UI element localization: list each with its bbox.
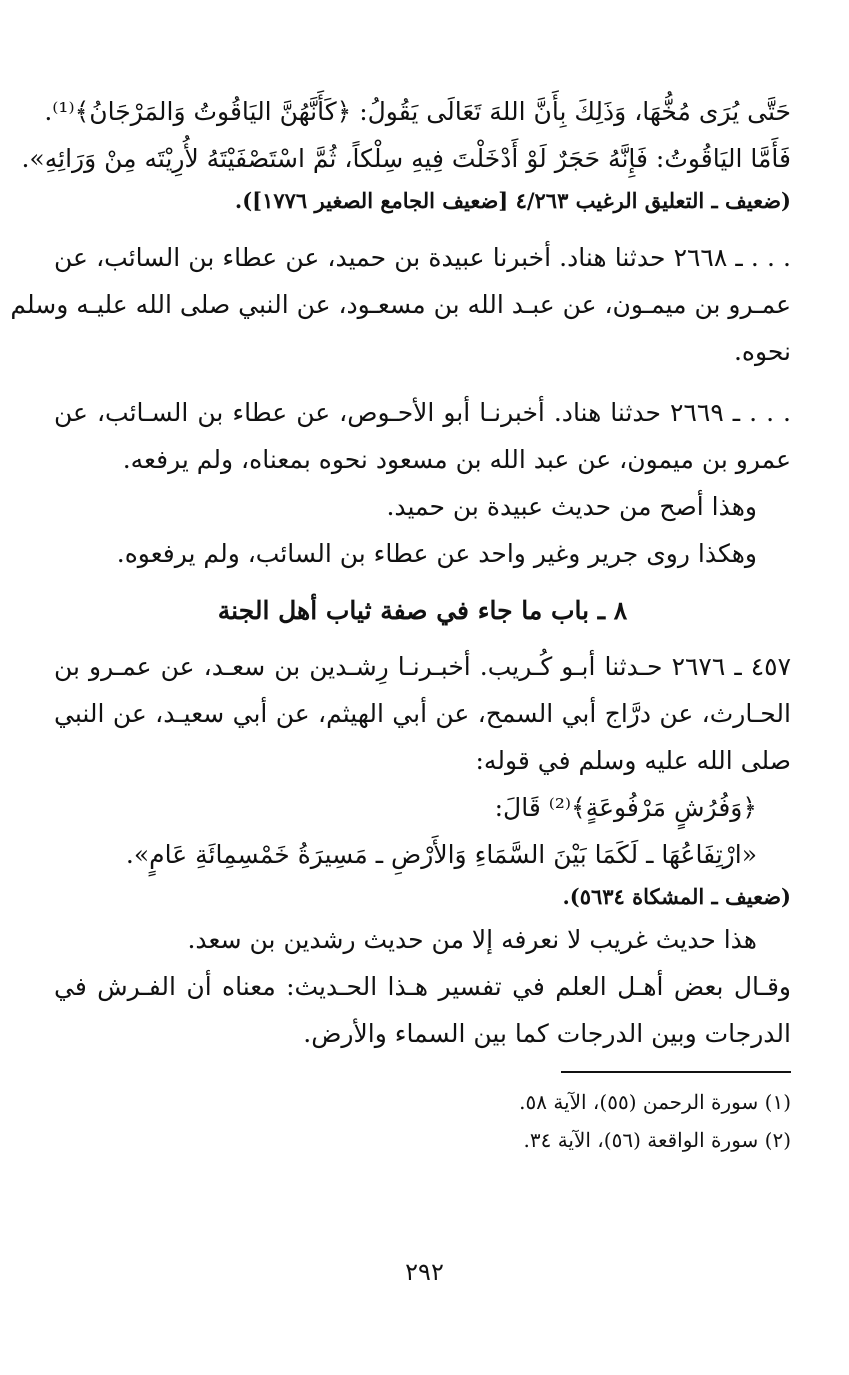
grading-reference: (ضعيف ـ التعليق الرغيب ٤/٢٦٣ [ضعيف الجامع الصغير ١٧٧٦]). [234,188,791,213]
footnote: (٢) سورة الواقعة (٥٦)، الآية ٣٤. [523,1128,791,1152]
text-line: عمـرو بن ميمـون، عن عبـد الله بن مسعـود، عن النبي صلى الله عليـه وسلم [10,290,791,319]
hadith-continuation [21,88,791,220]
chapter-heading: ٨ ـ باب ما جاء في صفة ثياب أهل الجنة [217,596,628,625]
footnote: (١) سورة الرحمن (٥٥)، الآية ٥٨. [519,1090,791,1114]
quran-quote: ﴿وَفُرُشٍ مَرْفُوعَةٍ﴾⁽²⁾ قَالَ: [494,793,757,822]
commentary-line: وهذا أصح من حديث عبيدة بن حميد. [386,492,757,521]
commentary-line: الدرجات وبين الدرجات كما بين السماء والأرض. [303,1019,791,1048]
commentary-line: وهكذا روى جرير وغير واحد عن عطاء بن السائب، ولم يرفعوه. [116,539,757,568]
text-line: . . . ـ ٢٦٦٨ حدثنا هناد. أخبرنا عبيدة بن حميد، عن عطاء بن السائب، عن [54,243,791,272]
hadith-2668 [10,234,791,375]
text-line: الحـارث، عن درَّاج أبي السمح، عن أبي الهيثم، عن أبي سعيـد، عن النبي [54,699,791,728]
text-line: صلى الله عليه وسلم في قوله: [475,746,791,775]
commentary-line: هذا حديث غريب لا نعرفه إلا من حديث رشدين بن سعد. [187,925,757,954]
text-line: حَتَّى يُرَى مُخُّهَا، وَذَلِكَ بِأَنَّ اللهَ تَعَالَى يَقُولُ: ﴿كَأَنَّهُنَّ اليَاقُوتُ وَالمَرْجَانُ﴾⁽¹⁾. [44,97,791,126]
footnote-divider [561,1071,791,1073]
text-line: عمرو بن ميمون، عن عبد الله بن مسعود نحوه بمعناه، ولم يرفعه. [122,445,791,474]
text-line: ٤٥٧ ـ ٢٦٧٦ حـدثنا أبـو كُـريب. أخبـرنـا رِشـدين بن سعـد، عن عمـرو بن [54,652,792,681]
commentary-line: وقـال بعض أهـل العلم في تفسير هـذا الحـديث: معناه أن الفـرش في [54,972,791,1001]
text-line: . . . ـ ٢٦٦٩ حدثنا هناد. أخبرنـا أبو الأحـوص، عن عطاء بن السـائب، عن [54,398,791,427]
text-line: فَأَمَّا اليَاقُوتُ: فَإِنَّهُ حَجَرٌ لَوْ أَدْخَلْتَ فِيهِ سِلْكاً، ثُمَّ اسْتَصْفَيْتَهُ لأُرِيْتَه مِنْ وَرَائِهِ». [21,144,791,173]
hadith-2676 [54,643,791,1057]
text-line: نحوه. [733,337,791,366]
grading-reference: (ضعيف ـ المشكاة ٥٦٣٤). [562,884,791,909]
prophet-quote: «ارْتِفَاعُهَا ـ لَكَمَا بَيْنَ السَّمَاءِ وَالأَرْضِ ـ مَسِيرَةُ خَمْسِمِائَةِ عَامٍ». [125,840,757,869]
page-number: ٢٩٢ [405,1258,444,1286]
hadith-2669 [54,389,791,577]
footnotes [54,1083,791,1159]
